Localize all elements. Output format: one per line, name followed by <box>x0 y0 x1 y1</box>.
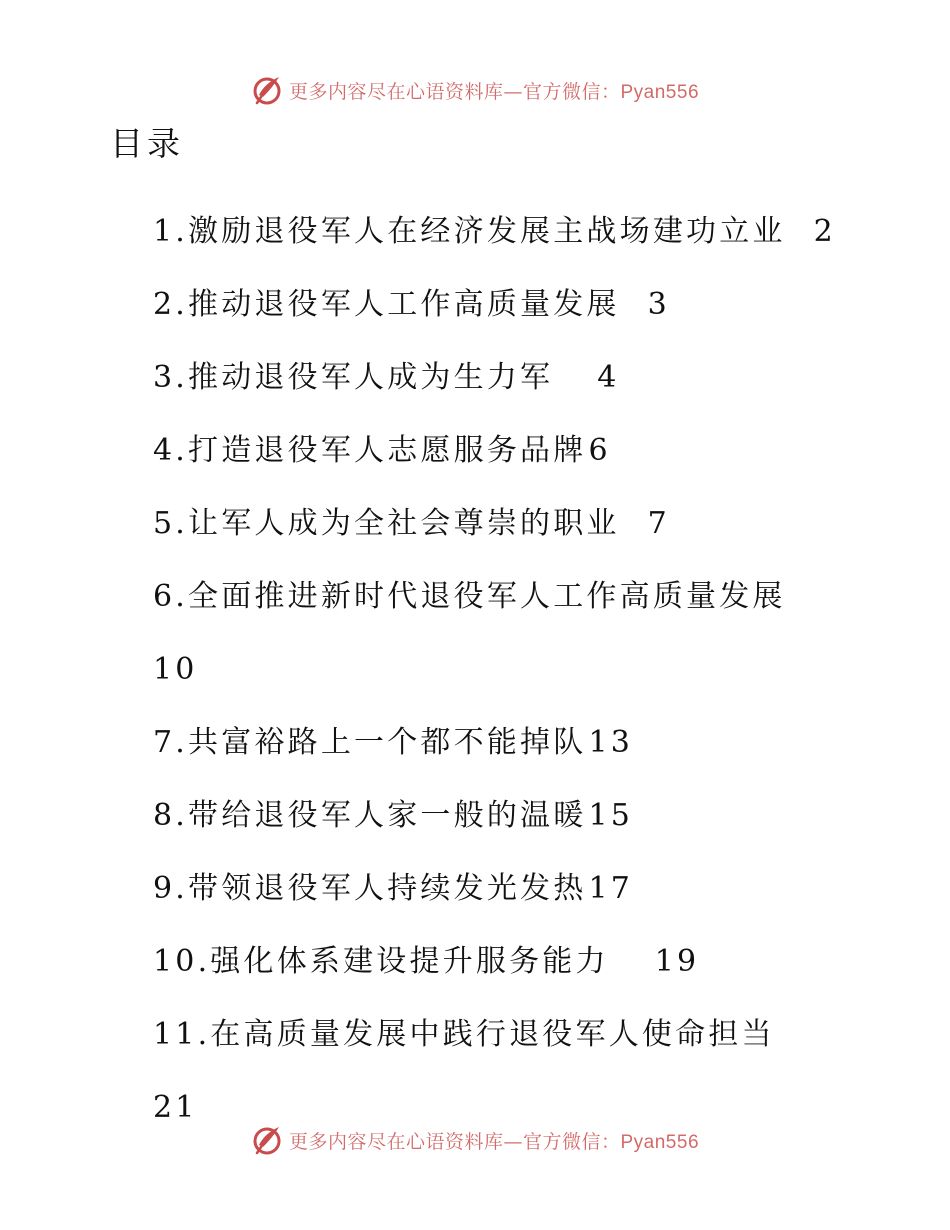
toc-entry[interactable] <box>153 560 913 706</box>
header-watermark <box>0 70 950 110</box>
watermark-text <box>289 1127 699 1154</box>
toc-entry-page: 17 <box>588 871 634 906</box>
toc-entry-label: 8.带给退役军人家一般的温暖 <box>153 798 587 833</box>
quill-logo-icon <box>251 73 285 107</box>
toc-entry-label: 5.让军人成为全社会尊崇的职业 <box>153 506 620 541</box>
toc-entry-label: 11.在高质量发展中践行退役军人使命担当 <box>153 1017 775 1052</box>
toc-entry-page: 6 <box>588 433 611 468</box>
toc-entry-page: 2 <box>813 214 836 249</box>
toc-entry-page: 19 <box>654 944 700 979</box>
toc-entry-label: 7.共富裕路上一个都不能掉队 <box>153 725 587 760</box>
toc-entry-page: 3 <box>647 287 670 322</box>
toc-entry-label: 3.推动退役军人成为生力军 <box>153 360 554 395</box>
toc-entry[interactable] <box>153 414 913 487</box>
toc-entry-label: 1.激励退役军人在经济发展主战场建功立业 <box>153 214 786 249</box>
toc-entry[interactable] <box>153 487 913 560</box>
toc-entry-label: 2.推动退役军人工作高质量发展 <box>153 287 620 322</box>
toc-entry[interactable] <box>153 852 913 925</box>
toc-list <box>153 195 913 1144</box>
toc-entry-page: 21 <box>153 1090 198 1125</box>
watermark-handle: Pyan556 <box>620 81 700 103</box>
toc-entry-page: 15 <box>588 798 634 833</box>
toc-entry[interactable] <box>153 341 913 414</box>
footer-watermark <box>0 1120 950 1160</box>
watermark-handle: Pyan556 <box>620 1131 700 1153</box>
toc-entry-page: 4 <box>597 360 620 395</box>
toc-entry-label: 9.带领退役军人持续发光发热 <box>153 871 587 906</box>
toc-entry-label: 4.打造退役军人志愿服务品牌 <box>153 433 587 468</box>
watermark-label: 更多内容尽在心语资料库—官方微信： <box>288 1130 621 1153</box>
page-title: 目录 <box>110 124 184 163</box>
toc-entry[interactable] <box>153 925 913 998</box>
toc-entry[interactable] <box>153 779 913 852</box>
watermark-text <box>289 77 699 104</box>
watermark-label: 更多内容尽在心语资料库—官方微信： <box>288 80 621 103</box>
toc-entry[interactable] <box>153 195 913 268</box>
toc-entry[interactable] <box>153 706 913 779</box>
toc-entry[interactable] <box>153 268 913 341</box>
toc-entry-page: 7 <box>647 506 670 541</box>
toc-entry-page: 10 <box>153 652 198 687</box>
toc-entry-label: 6.全面推进新时代退役军人工作高质量发展 <box>153 579 786 614</box>
toc-entry-page: 13 <box>588 725 634 760</box>
toc-entry-label: 10.强化体系建设提升服务能力 <box>153 944 609 979</box>
quill-logo-icon <box>251 1123 285 1157</box>
